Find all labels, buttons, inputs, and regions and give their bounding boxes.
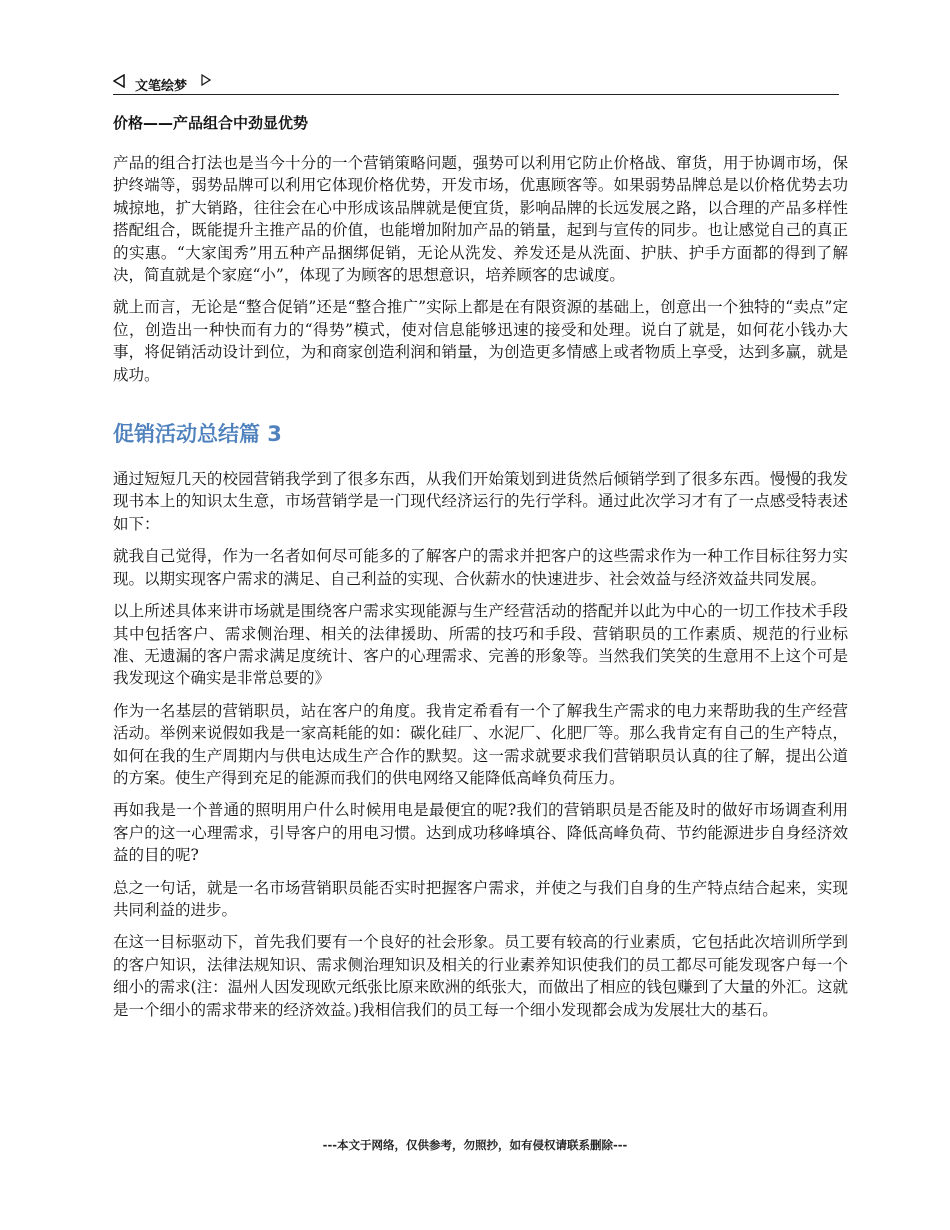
paragraph: 以上所述具体来讲市场就是围绕客户需求实现能源与生产经营活动的搭配并以此为中心的一切工作技术手段其中包括客户、需求侧治理、相关的法律援助、所需的技巧和手段、营销职员的工作素质、规范的行业标准、无遗漏的客户需求满足度统计、客户的心理需求、完善的形象等。当然我们笑笑的生意用不上这个可是我发现这个确实是非常总要的》 [113, 602, 848, 688]
page-header [113, 72, 839, 95]
paragraph: 再如我是一个普通的照明用户什么时候用电是最便宜的呢?我们的营销职员是否能及时的做好市场调查利用客户的这一心理需求，引导客户的用电习惯。达到成功移峰填谷、降低高峰负荷、节约能源进步自身经济效益的目的呢? [113, 801, 848, 865]
paragraph: 在这一目标驱动下，首先我们要有一个良好的社会形象。员工要有较高的行业素质，它包括此次培训所学到的客户知识，法律法规知识、需求侧治理知识及相关的行业素养知识使我们的员工都尽可能发现客户每一个细小的需求(注：温州人因发现欧元纸张比原来欧洲的纸张大，而做出了相应的钱包赚到了大量的外汇。这就是一个细小的需求带来的经济效益。)我相信我们的员工每一个细小发现都会成为发展壮大的基石。 [113, 933, 848, 1019]
page-footer: ---本文于网络，仅供参考，勿照抄，如有侵权请联系删除--- [322, 1138, 628, 1152]
paragraph: 作为一名基层的营销职员，站在客户的角度。我肯定希看有一个了解我生产需求的电力来帮助我的生产经营活动。举例来说假如我是一家高耗能的如：碳化硅厂、水泥厂、化肥厂等。那么我肯定有自己的生产特点，如何在我的生产周期内与供电达成生产合作的默契。这一需求就要求我们营销职员认真的往了解，提出公道的方案。使生产得到充足的能源而我们的供电网络又能降低高峰负荷压力。 [113, 701, 848, 787]
paragraph: 就我自己觉得，作为一名者如何尽可能多的了解客户的需求并把客户的这些需求作为一种工作目标往努力实现。以期实现客户需求的满足、自己利益的实现、合伙薪水的快速进步、社会效益与经济效益共同发展。 [113, 547, 848, 588]
paragraph: 通过短短几天的校园营销我学到了很多东西，从我们开始策划到进货然后倾销学到了很多东西。慢慢的我发现书本上的知识太生意，市场营销学是一门现代经济运行的先行学科。通过此次学习才有了一点感受特表述如下： [113, 470, 848, 533]
subheading: 价格——产品组合中劲显优势 [113, 114, 309, 132]
triangle-left-icon [113, 74, 125, 88]
header-title: 文笔绘梦 [135, 79, 188, 94]
section-heading: 促销活动总结篇 3 [113, 422, 282, 447]
paragraph: 产品的组合打法也是当今十分的一个营销策略问题，强势可以利用它防止价格战、窜货，用于协调市场，保护终端等，弱势品牌可以利用它体现价格优势，开发市场，优惠顾客等。如果弱势品牌总是以价格优势去功城掠地，扩大销路，往往会在心中形成该品牌就是便宜货，影响品牌的长远发展之路，以合理的产品多样性搭配组合，既能提升主推产品的价值，也能增加附加产品的销量，起到与宣传的同步。也让感觉自己的真正的实惠。“大家闺秀”用五种产品捆绑促销，无论从洗发、养发还是从洗面、护肤、护手方面都的得到了解决，简直就是个家庭“小”，体现了为顾客的思想意识，培养顾客的忠诚度。 [113, 154, 848, 285]
triangle-right-icon [201, 74, 211, 86]
paragraph: 就上而言，无论是“整合促销”还是“整合推广”实际上都是在有限资源的基础上，创意出一个独特的“卖点”定位，创造出一种快而有力的“得势”模式，使对信息能够迅速的接受和处理。说白了就是，如何花小钱办大事，将促销活动设计到位，为和商家创造利润和销量，为创造更多情感上或者物质上享受，达到多赢，就是成功。 [113, 298, 848, 384]
document-body [113, 112, 848, 1031]
paragraph: 总之一句话，就是一名市场营销职员能否实时把握客户需求，并使之与我们自身的生产特点结合起来，实现共同利益的进步。 [113, 878, 848, 919]
